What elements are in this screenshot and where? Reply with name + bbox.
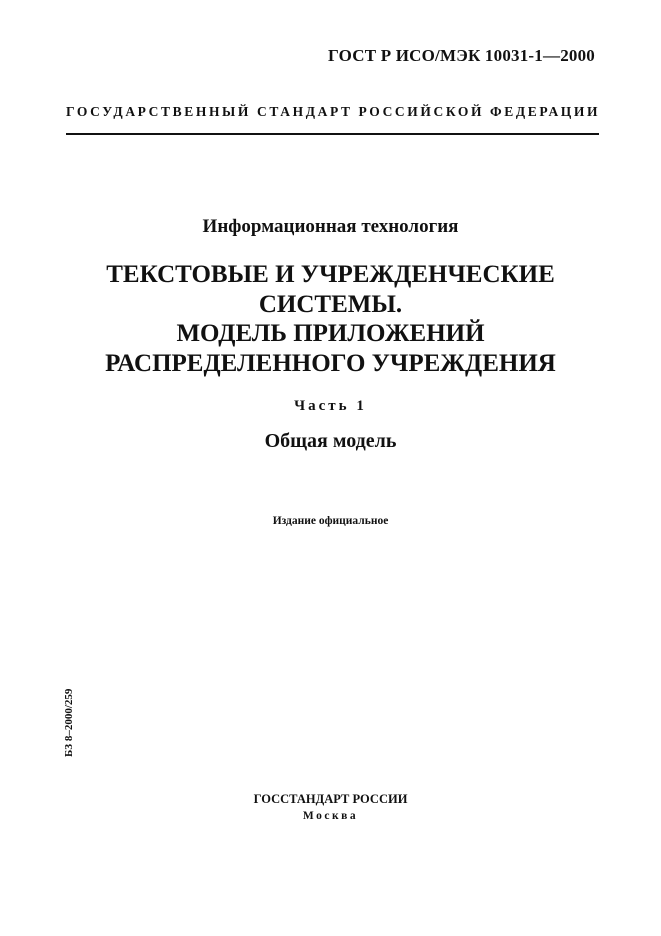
- subject-title: Информационная технология: [202, 216, 459, 237]
- title-line: МОДЕЛЬ ПРИЛОЖЕНИЙ: [176, 320, 485, 347]
- part-number: Часть 1: [294, 398, 367, 414]
- state-standard-heading: ГОСУДАРСТВЕННЫЙ СТАНДАРТ РОССИЙСКОЙ ФЕДЕРАЦИИ: [66, 104, 601, 119]
- publisher: ГОССТАНДАРТ РОССИИ: [253, 792, 408, 806]
- title-line: СИСТЕМЫ.: [258, 290, 403, 318]
- side-code: БЗ 8–2000/259: [63, 688, 75, 757]
- title-line: РАСПРЕДЕЛЕННОГО УЧРЕЖДЕНИЯ: [105, 349, 556, 377]
- header-divider: [66, 133, 599, 135]
- edition-note: Издание официальное: [272, 515, 389, 527]
- document-title: [0, 260, 661, 378]
- standard-designation: ГОСТ Р ИСО/МЭК 10031-1—2000: [328, 46, 595, 65]
- part-title: Общая модель: [264, 430, 397, 452]
- title-line: ТЕКСТОВЫЕ И УЧРЕЖДЕНЧЕСКИЕ: [106, 261, 555, 288]
- publisher-city: Москва: [302, 810, 359, 822]
